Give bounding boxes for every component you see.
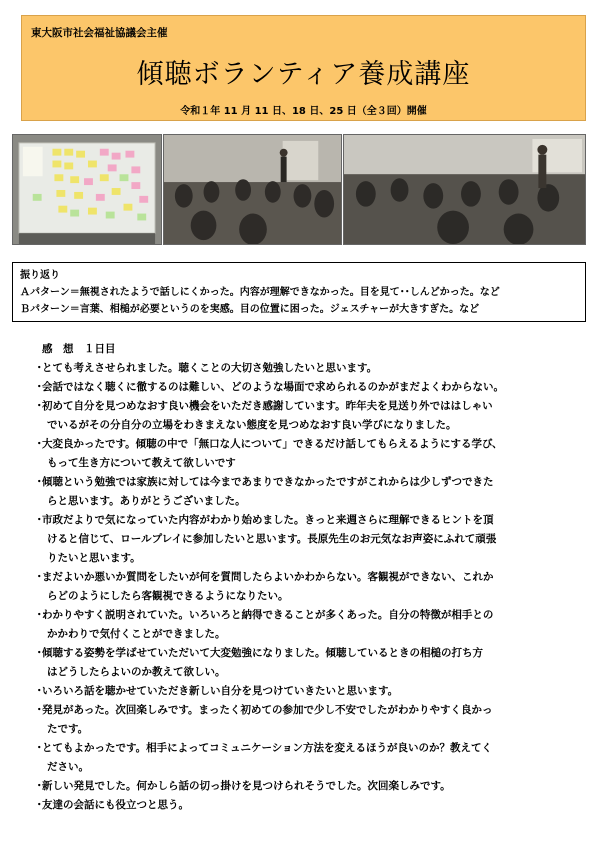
impression-item	[34, 606, 564, 644]
bullet-mark: ・	[34, 742, 45, 754]
impression-item	[34, 701, 564, 739]
impression-item	[34, 397, 564, 435]
impression-item	[34, 473, 564, 511]
review-line-b: Ｂパターン＝言葉、相槌が必要というのを実感。目の位置に困った。ジェスチャーが大きすぎた。など	[20, 304, 480, 315]
impression-line: まだよいか悪いか質問をしたいが何を質問したらよいかわからない。客観視ができない、これか	[42, 571, 494, 583]
impression-item	[34, 796, 564, 815]
impression-item	[34, 359, 564, 378]
bullet-mark: ・	[34, 609, 45, 621]
review-line-a: Ａパターン＝無視されたようで話しにくかった。内容が理解できなかった。目を見て･･しんどかった。など	[20, 287, 500, 298]
impression-line: 大変良かったです。傾聴の中で「無口な人について」できるだけ話してもらえるようにする学び、	[42, 438, 503, 450]
header-banner	[21, 15, 586, 121]
impression-line: はどうしたらよいのか教えて欲しい。	[47, 666, 226, 678]
bullet-mark: ・	[34, 571, 45, 583]
photo-whiteboard-notes	[12, 134, 162, 245]
impression-line: らどのようにしたら客観視できるようになりたい。	[47, 590, 289, 602]
bullet-mark: ・	[34, 685, 45, 697]
impression-line: ださい。	[47, 761, 89, 773]
impression-line: いろいろ話を聴かせていただき新しい自分を見つけていきたいと思います。	[42, 685, 399, 697]
impression-line: 傾聴という勉強では家族に対しては今まであまりできなかったですがこれからは少しずつできた	[42, 476, 494, 488]
impression-line: もって生き方について教えて欲しいです	[47, 457, 236, 469]
impression-line: たです。	[47, 723, 89, 735]
impression-line: 会話ではなく聴くに徹するのは難しい、どのような場面で求められるのかがまだよくわからない。	[42, 381, 504, 393]
impression-line: 初めて自分を見つめなおす良い機会をいただき感謝しています。昨年夫を見送り外でははしゃい	[42, 400, 493, 412]
bullet-mark: ・	[34, 362, 45, 374]
photo-group-session	[343, 134, 586, 245]
impression-item	[34, 644, 564, 682]
impression-item	[34, 435, 564, 473]
impression-item	[34, 682, 564, 701]
review-heading: 振り返り	[20, 270, 60, 281]
impression-line: りたいと思います。	[47, 552, 141, 564]
impression-line: 発見があった。次回楽しみです。まったく初めての参加で少し不安でしたがわかりやすく良かっ	[42, 704, 493, 716]
bullet-mark: ・	[34, 438, 45, 450]
bullet-mark: ・	[34, 780, 45, 792]
impression-line: 友達の会話にも役立つと思う。	[42, 799, 189, 811]
impression-item	[34, 568, 564, 606]
organizer-label: 東大阪市社会福祉協議会主催	[31, 27, 168, 39]
impressions-list	[34, 359, 564, 815]
impression-item	[34, 378, 564, 397]
impression-line: とても考えさせられました。聴くことの大切さ勉強したいと思います。	[42, 362, 378, 374]
bullet-mark: ・	[34, 400, 45, 412]
bullet-mark: ・	[34, 647, 45, 659]
bullet-mark: ・	[34, 514, 45, 526]
impressions-heading: 感 想 １日目	[42, 343, 116, 355]
bullet-mark: ・	[34, 704, 45, 716]
bullet-mark: ・	[34, 799, 45, 811]
impression-line: とてもよかったです。相手によってコミュニケーション方法を変えるほうが良いのか？教えてく	[42, 742, 493, 754]
impressions-section	[34, 340, 564, 815]
photo-circle-discussion	[163, 134, 342, 245]
impression-line: かかわりで気付くことができました。	[47, 628, 226, 640]
impression-line: けると信じて、ロールプレイに参加したいと思います。長原先生のお元気なお声姿にふれて頑張	[47, 533, 497, 545]
page-title: 傾聴ボランティア養成講座	[136, 59, 471, 90]
impression-line: でいるがその分自分の立場をわきまえない態度を見つめなおす良い学びになりました。	[47, 419, 457, 431]
impression-line: 市政だよりで気になっていた内容がわかり始めました。きっと来週さらに理解できるヒントを頂	[42, 514, 494, 526]
bullet-mark: ・	[34, 381, 45, 393]
impression-item	[34, 511, 564, 568]
review-section	[12, 262, 586, 322]
impression-item	[34, 777, 564, 796]
impression-line: 傾聴する姿勢を学ばせていただいて大変勉強になりました。傾聴しているときの相槌の打ち方	[42, 647, 483, 659]
impression-line: らと思います。ありがとうございました。	[47, 495, 246, 507]
impression-line: 新しい発見でした。何かしら話の切っ掛けを見つけられそうでした。次回楽しみです。	[42, 780, 451, 792]
impression-item	[34, 739, 564, 777]
bullet-mark: ・	[34, 476, 45, 488]
event-dates: 令和１年 11 月 11 日、18 日、25 日（全３回）開催	[180, 106, 427, 117]
impression-line: わかりやすく説明されていた。いろいろと納得できることが多くあった。自分の特徴が相手との	[42, 609, 494, 621]
